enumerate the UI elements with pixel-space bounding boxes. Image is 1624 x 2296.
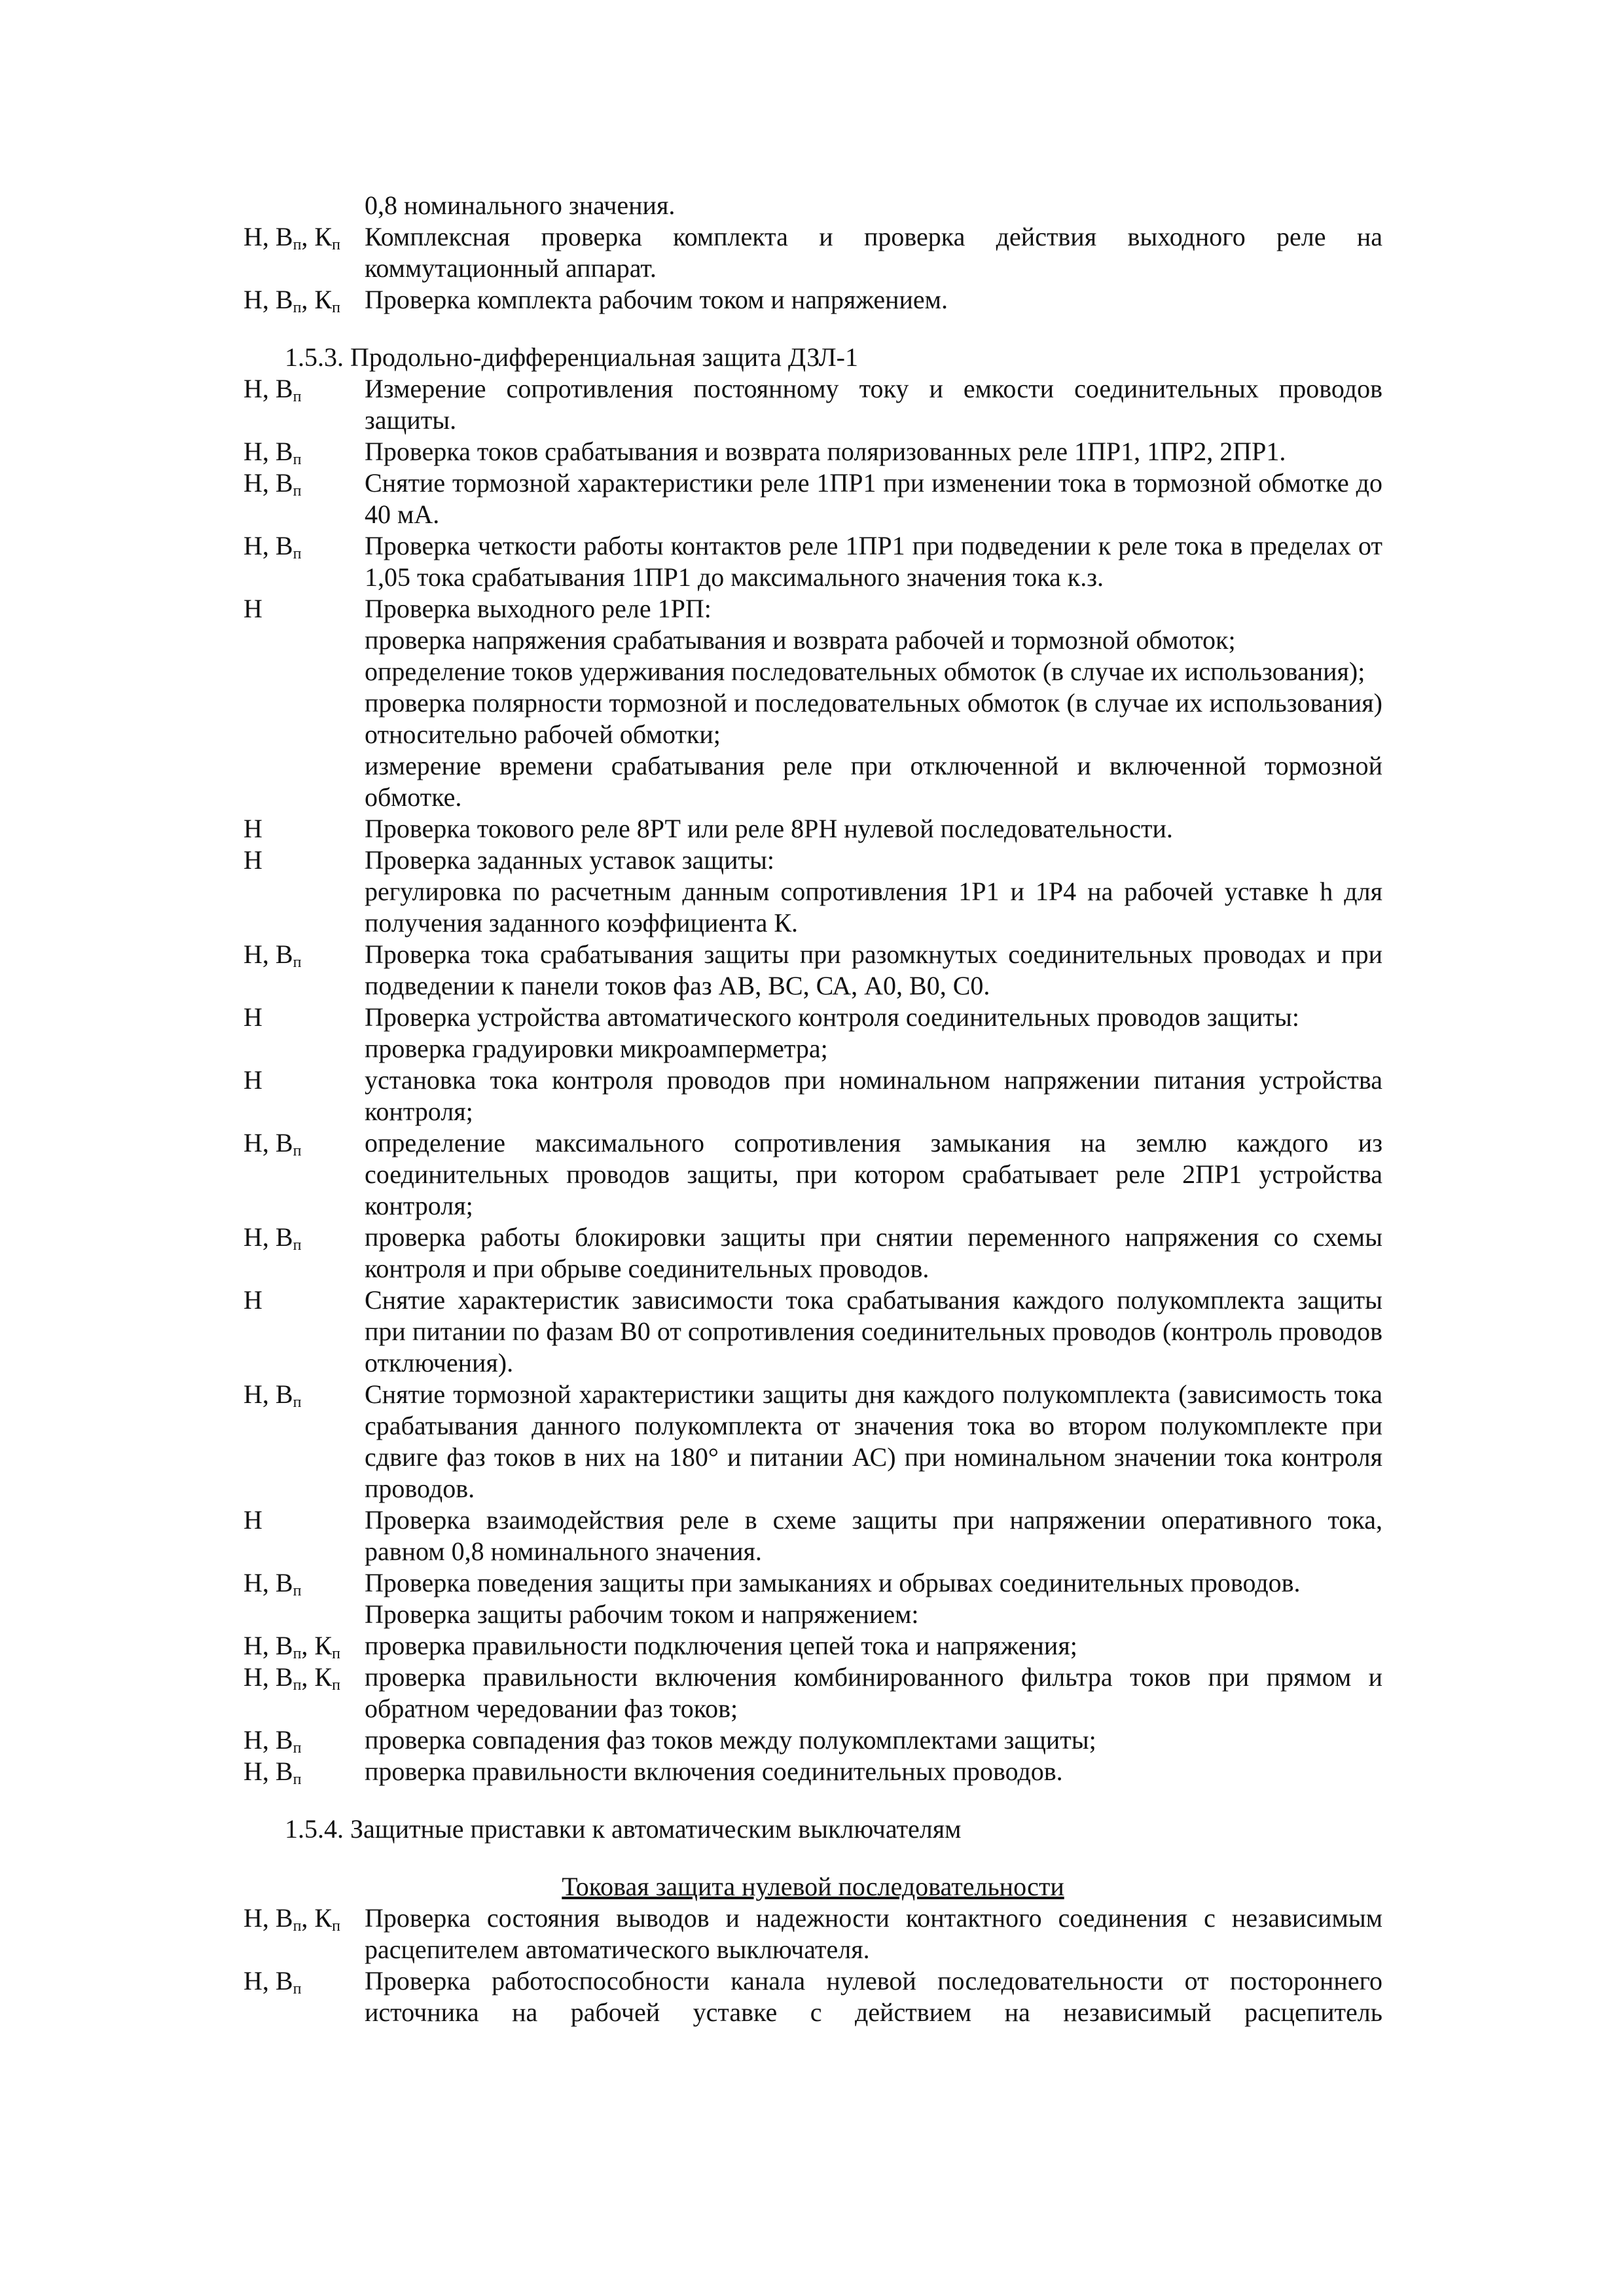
- section-heading: 1.5.4. Защитные приставки к автоматическим выключателям: [285, 1814, 962, 1844]
- check-code-letter: Н: [244, 222, 262, 251]
- check-code-letter: В: [275, 531, 293, 560]
- check-code: Н, $В_п$: [244, 1379, 302, 1411]
- check-code-letter: Н: [244, 1568, 262, 1597]
- check-text: Проверка четкости работы контактов реле 1ПР1 при подведении к реле тока в пределах от 1,05 тока срабатывания 1ПР1 до максимального значения тока к.з.: [365, 531, 1382, 592]
- check-code-letter: Н: [244, 1903, 262, 1933]
- check-item: [244, 1965, 1382, 2028]
- check-code-letter: В: [275, 1725, 293, 1755]
- section-heading: 1.5.3. Продольно-дифференциальная защита ДЗЛ-1: [285, 342, 858, 372]
- check-code-letter: Н: [244, 531, 262, 560]
- check-code-letter: В: [275, 1903, 293, 1933]
- check-code-letter: Н: [244, 468, 262, 498]
- check-code-subscript: п: [293, 299, 302, 316]
- check-item: [244, 221, 1382, 284]
- check-item: [244, 593, 1382, 625]
- check-code-letter: Н: [244, 1505, 262, 1535]
- check-item: [244, 1662, 1382, 1724]
- check-code-subscript: п: [332, 236, 340, 253]
- check-text: Проверка выходного реле 1РП:: [365, 594, 712, 623]
- check-code: Н, $В_п$: [244, 1222, 302, 1254]
- check-item: [244, 1599, 1382, 1630]
- check-code-letter: Н: [244, 1757, 262, 1786]
- check-code-subscript: п: [293, 1677, 302, 1694]
- check-code-letter: Н: [244, 374, 262, 403]
- check-code: Н, $В_п$: [244, 1568, 302, 1599]
- check-text: проверка правильности подключения цепей тока и напряжения;: [365, 1631, 1077, 1660]
- check-code-letter: В: [275, 1379, 293, 1409]
- check-code-subscript: п: [332, 1645, 340, 1662]
- check-item: [244, 1567, 1382, 1599]
- check-code-letter: К: [314, 1631, 333, 1660]
- check-code-subscript: п: [293, 483, 302, 500]
- check-code-subscript: п: [332, 299, 340, 316]
- check-text: проверка полярности тормозной и последовательных обмоток (в случае их использования) относительно рабочей обмотки;: [365, 688, 1382, 749]
- check-text: Проверка заданных уставок защиты:: [365, 845, 774, 875]
- check-code-letter: В: [275, 1662, 293, 1692]
- check-code-letter: В: [275, 468, 293, 498]
- check-code: Н, $В_п$: [244, 437, 302, 468]
- check-item: [244, 436, 1382, 467]
- check-code-subscript: п: [293, 1918, 302, 1935]
- check-item: [244, 530, 1382, 593]
- check-text: Проверка токового реле 8РТ или реле 8РН нулевой последовательности.: [365, 814, 1173, 843]
- check-code-subscript: п: [293, 1582, 302, 1599]
- check-text: измерение времени срабатывания реле при отключенной и включенной тормозной обмотке.: [365, 751, 1382, 812]
- check-item: [244, 1002, 1382, 1033]
- check-code-subscript: п: [293, 545, 302, 562]
- check-item: [244, 1033, 1382, 1065]
- check-text: Комплексная проверка комплекта и проверка действия выходного реле на коммутационный аппарат.: [365, 222, 1382, 283]
- check-code-letter: Н: [244, 1725, 262, 1755]
- check-text: Проверка состояния выводов и надежности контактного соединения с независимым расцепителем автоматического выключателя.: [365, 1903, 1382, 1964]
- check-code-subscript: п: [332, 1918, 340, 1935]
- check-text: Проверка токов срабатывания и возврата поляризованных реле 1ПР1, 1ПР2, 2ПР1.: [365, 437, 1286, 466]
- check-item: [244, 1285, 1382, 1379]
- check-text: Проверка поведения защиты при замыканиях и обрывах соединительных проводов.: [365, 1568, 1301, 1597]
- check-item: [244, 939, 1382, 1002]
- check-item: [244, 1724, 1382, 1756]
- check-text: проверка градуировки микроамперметра;: [365, 1034, 828, 1063]
- check-text: Проверка работоспособности канала нулевой последовательности от постороннего источника на рабочей уставке с действием на независимый расцепитель: [365, 1966, 1382, 2027]
- check-item: [244, 1379, 1382, 1504]
- check-code: [244, 1285, 365, 1316]
- check-code-subscript: п: [293, 1645, 302, 1662]
- check-text: Проверка взаимодействия реле в схеме защиты при напряжении оперативного тока, равном 0,8 номинального значения.: [365, 1505, 1382, 1566]
- check-code-letter: Н: [244, 1631, 262, 1660]
- check-code-letter: Н: [244, 1379, 262, 1409]
- check-code: [244, 1504, 365, 1536]
- check-code-letter: Н: [244, 845, 262, 875]
- check-text: проверка работы блокировки защиты при снятии переменного напряжения со схемы контроля и при обрыве соединительных проводов.: [365, 1222, 1382, 1283]
- check-code-subscript: п: [293, 1740, 302, 1757]
- check-code-letter: Н: [244, 1285, 262, 1315]
- check-item: [244, 373, 1382, 436]
- check-code-letter: К: [314, 222, 333, 251]
- check-text: Проверка устройства автоматического контроля соединительных проводов защиты:: [365, 1002, 1299, 1032]
- check-item: [244, 750, 1382, 813]
- check-code: [244, 1002, 365, 1033]
- check-code: Н, $В_п$: [244, 468, 302, 500]
- check-code-subscript: п: [293, 1980, 302, 1997]
- check-item: [244, 656, 1382, 687]
- check-code-letter: В: [275, 1568, 293, 1597]
- check-code: Н, $В_п$, $К_п$: [244, 285, 340, 316]
- check-text: Снятие тормозной характеристики реле 1ПР1 при изменении тока в тормозной обмотке до 40 мА.: [365, 468, 1382, 529]
- check-code: [244, 593, 365, 625]
- check-code-letter: Н: [244, 594, 262, 623]
- check-code-letter: В: [275, 374, 293, 403]
- check-code-letter: Н: [244, 1662, 262, 1692]
- check-item: [244, 1222, 1382, 1285]
- check-code-letter: Н: [244, 814, 262, 843]
- check-item: [244, 625, 1382, 656]
- check-code-subscript: п: [293, 1771, 302, 1788]
- check-code: Н, $В_п$: [244, 939, 302, 971]
- check-code-letter: В: [275, 939, 293, 969]
- check-code-letter: Н: [244, 285, 262, 314]
- check-text: регулировка по расчетным данным сопротивления 1Р1 и 1Р4 на рабочей уставке h для получения заданного коэффициента К.: [365, 877, 1382, 938]
- check-code-letter: Н: [244, 1002, 262, 1032]
- check-text: Снятие характеристик зависимости тока срабатывания каждого полукомплекта защиты при питании по фазам В0 от сопротивления соединительных проводов (контроль проводов отключения).: [365, 1285, 1382, 1377]
- check-item: [244, 284, 1382, 316]
- check-code-subscript: п: [293, 1142, 302, 1159]
- check-code-letter: Н: [244, 437, 262, 466]
- check-text: проверка правильности включения комбинированного фильтра токов при прямом и обратном чередовании фаз токов;: [365, 1662, 1382, 1723]
- check-code-subscript: п: [293, 1237, 302, 1254]
- check-item: [244, 1065, 1382, 1127]
- check-code-letter: В: [275, 1222, 293, 1252]
- check-code-letter: Н: [244, 1065, 262, 1095]
- check-code: Н, $В_п$: [244, 1757, 302, 1788]
- subsection-heading: Токовая защита нулевой последовательности: [562, 1872, 1064, 1901]
- check-code-subscript: п: [293, 388, 302, 405]
- check-item: [244, 1127, 1382, 1222]
- paragraph-gap: [244, 1845, 1382, 1871]
- check-code: Н, $В_п$: [244, 531, 302, 562]
- check-text: Измерение сопротивления постоянному току и емкости соединительных проводов защиты.: [365, 374, 1382, 435]
- check-text: проверка совпадения фаз токов между полукомплектами защиты;: [365, 1725, 1096, 1755]
- paragraph-gap: [244, 316, 1382, 342]
- check-code: Н, $В_п$, $К_п$: [244, 222, 340, 253]
- check-code-letter: Н: [244, 939, 262, 969]
- check-code: Н, $В_п$, $К_п$: [244, 1631, 340, 1662]
- check-code-letter: В: [275, 1966, 293, 1995]
- check-text: Проверка комплекта рабочим током и напряжением.: [365, 285, 948, 314]
- check-code: Н, $В_п$: [244, 1725, 302, 1757]
- check-text: определение максимального сопротивления замыкания на землю каждого из соединительных проводов защиты, при котором срабатывает реле 2ПР1 устройства контроля;: [365, 1128, 1382, 1220]
- check-text: проверка напряжения срабатывания и возврата рабочей и тормозной обмоток;: [365, 625, 1236, 655]
- paragraph-gap: [244, 1787, 1382, 1813]
- check-code: Н, $В_п$, $К_п$: [244, 1903, 340, 1935]
- check-code-subscript: п: [293, 236, 302, 253]
- check-code: Н, $В_п$, $К_п$: [244, 1662, 340, 1694]
- check-code-letter: К: [314, 1662, 333, 1692]
- check-code-letter: В: [275, 1757, 293, 1786]
- check-code-letter: К: [314, 1903, 333, 1933]
- check-code: [244, 845, 365, 876]
- check-code-letter: К: [314, 285, 333, 314]
- check-item: [244, 876, 1382, 939]
- check-item: [244, 845, 1382, 876]
- check-code-subscript: п: [293, 1394, 302, 1411]
- check-code-subscript: п: [293, 954, 302, 971]
- check-item: [244, 1504, 1382, 1567]
- check-code: Н, $В_п$: [244, 1966, 302, 1997]
- check-code: Н, $В_п$: [244, 1128, 302, 1159]
- check-text: проверка правильности включения соединительных проводов.: [365, 1757, 1063, 1786]
- check-item: [244, 687, 1382, 750]
- check-item: [244, 1903, 1382, 1965]
- check-item: [244, 1630, 1382, 1662]
- check-text: Проверка защиты рабочим током и напряжением:: [365, 1599, 919, 1629]
- check-code: Н, $В_п$: [244, 374, 302, 405]
- check-code-letter: Н: [244, 1966, 262, 1995]
- check-code: [244, 1065, 365, 1096]
- check-code: [244, 813, 365, 845]
- check-text: Снятие тормозной характеристики защиты дня каждого полукомплекта (зависимость тока срабатывания данного полукомплекта от значения тока во втором полукомплекте при сдвиге фаз токов в них на 180° и питании АС) при номинальном значении тока контроля проводов.: [365, 1379, 1382, 1503]
- check-code-letter: Н: [244, 1222, 262, 1252]
- check-text: определение токов удерживания последовательных обмоток (в случае их использования);: [365, 657, 1365, 686]
- check-item: [244, 467, 1382, 530]
- check-item: [244, 190, 1382, 221]
- check-item: [244, 813, 1382, 845]
- check-code-subscript: п: [293, 451, 302, 468]
- check-item: [244, 1756, 1382, 1787]
- check-code-letter: Н: [244, 1128, 262, 1157]
- check-code-letter: В: [275, 1128, 293, 1157]
- document-content: [244, 190, 1382, 2028]
- check-code-letter: В: [275, 1631, 293, 1660]
- check-code-letter: В: [275, 222, 293, 251]
- check-text: установка тока контроля проводов при номинальном напряжении питания устройства контроля;: [365, 1065, 1382, 1126]
- check-code-letter: В: [275, 285, 293, 314]
- check-code-subscript: п: [332, 1677, 340, 1694]
- check-text: 0,8 номинального значения.: [365, 191, 676, 220]
- check-code-letter: В: [275, 437, 293, 466]
- check-text: Проверка тока срабатывания защиты при разомкнутых соединительных проводах и при подведении к панели токов фаз АВ, ВС, СА, А0, В0, С0.: [365, 939, 1382, 1000]
